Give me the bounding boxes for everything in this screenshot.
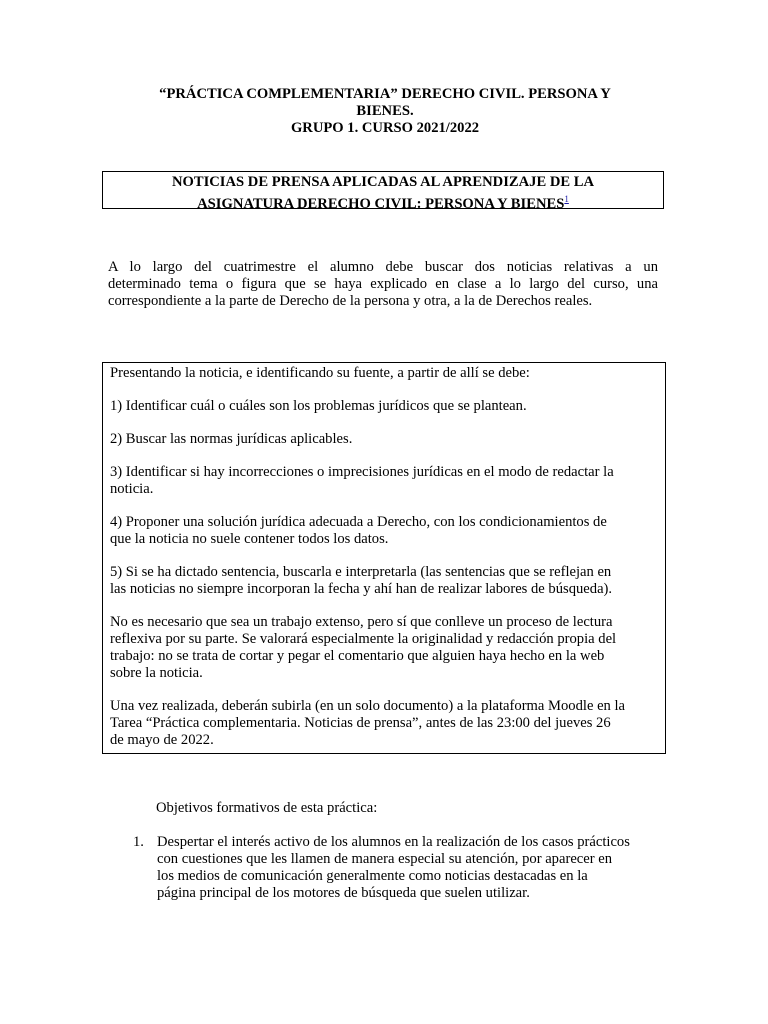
instruction-step-3 [110,464,659,498]
intro-paragraph [108,259,658,310]
objective-item-1-line-3: los medios de comunicación generalmente como noticias destacadas en la [157,868,588,884]
intro-line-2: determinado tema o figura que se haya explicado en clase a lo largo del curso, una [108,276,658,292]
instruction-step-3-line-2: noticia. [110,481,154,497]
objective-item-1-number: 1. [133,834,144,850]
objective-item-1-text [157,834,630,902]
instructions-lead [110,365,659,382]
instructions-note [110,614,659,682]
objectives-heading: Objetivos formativos de esta práctica: [156,800,378,816]
section-heading-line-2 [103,191,663,213]
instructions-note-line-3: trabajo: no se trata de cortar y pegar el comentario que alguien haya hecho en la web [110,648,605,664]
instruction-step-5-line-2: las noticias no siempre incorporan la fecha y ahí han de realizar labores de búsqueda). [110,581,613,597]
section-heading-box [102,171,664,212]
objective-item-1-line-1: Despertar el interés activo de los alumnos en la realización de los casos prácticos [157,834,630,850]
instruction-step-4-line-2: que la noticia no suele contener todos los datos. [110,531,389,547]
instructions-note-line-1: No es necesario que sea un trabajo extenso, pero sí que conlleve un proceso de lectura [110,614,613,630]
submission-instructions [110,698,659,749]
instructions-note-line-4: sobre la noticia. [110,665,203,681]
title-line-2: BIENES. [356,103,414,119]
submission-line-1: Una vez realizada, deberán subirla (en un solo documento) a la plataforma Moodle en la [110,698,626,714]
instructions-lead-text: Presentando la noticia, e identificando su fuente, a partir de allí se debe: [110,365,530,381]
instruction-step-3-line-1: 3) Identificar si hay incorrecciones o imprecisiones jurídicas en el modo de redactar la [110,464,614,480]
objective-item-1-line-4: página principal de los motores de búsqueda que suelen utilizar. [157,885,530,901]
instructions-box [102,362,666,754]
section-heading-line-1: NOTICIAS DE PRENSA APLICADAS AL APRENDIZAJE DE LA [171,174,595,190]
instructions-note-line-2: reflexiva por su parte. Se valorará especialmente la originalidad y redacción propia del [110,631,617,647]
title-line-3: GRUPO 1. CURSO 2021/2022 [290,120,480,136]
footnote-reference-link[interactable]: 1 [564,194,569,204]
document-title [100,86,670,137]
intro-line-3: correspondiente a la parte de Derecho de la persona y otra, a la de Derechos reales. [108,293,593,309]
instruction-step-4-line-1: 4) Proponer una solución jurídica adecuada a Derecho, con los condicionamientos de [110,514,607,530]
instruction-step-5 [110,564,659,598]
instruction-step-2-text: 2) Buscar las normas jurídicas aplicables. [110,431,353,447]
section-heading-line-2-text: ASIGNATURA DERECHO CIVIL: PERSONA Y BIENES [197,195,565,212]
instruction-step-1 [110,398,659,415]
intro-line-1: A lo largo del cuatrimestre el alumno debe buscar dos noticias relativas a un [108,259,658,275]
submission-line-2: Tarea “Práctica complementaria. Noticias de prensa”, antes de las 23:00 del jueves 26 [110,715,611,731]
submission-line-3: de mayo de 2022. [110,732,214,748]
instruction-step-2 [110,431,659,448]
objective-item-1-line-2: con cuestiones que les llamen de manera especial su atención, por aparecer en [157,851,613,867]
title-line-1: “PRÁCTICA COMPLEMENTARIA” DERECHO CIVIL. PERSONA Y [159,86,611,102]
instruction-step-5-line-1: 5) Si se ha dictado sentencia, buscarla e interpretarla (las sentencias que se reflejan en [110,564,612,580]
instruction-step-1-text: 1) Identificar cuál o cuáles son los problemas jurídicos que se plantean. [110,398,527,414]
instruction-step-4 [110,514,659,548]
